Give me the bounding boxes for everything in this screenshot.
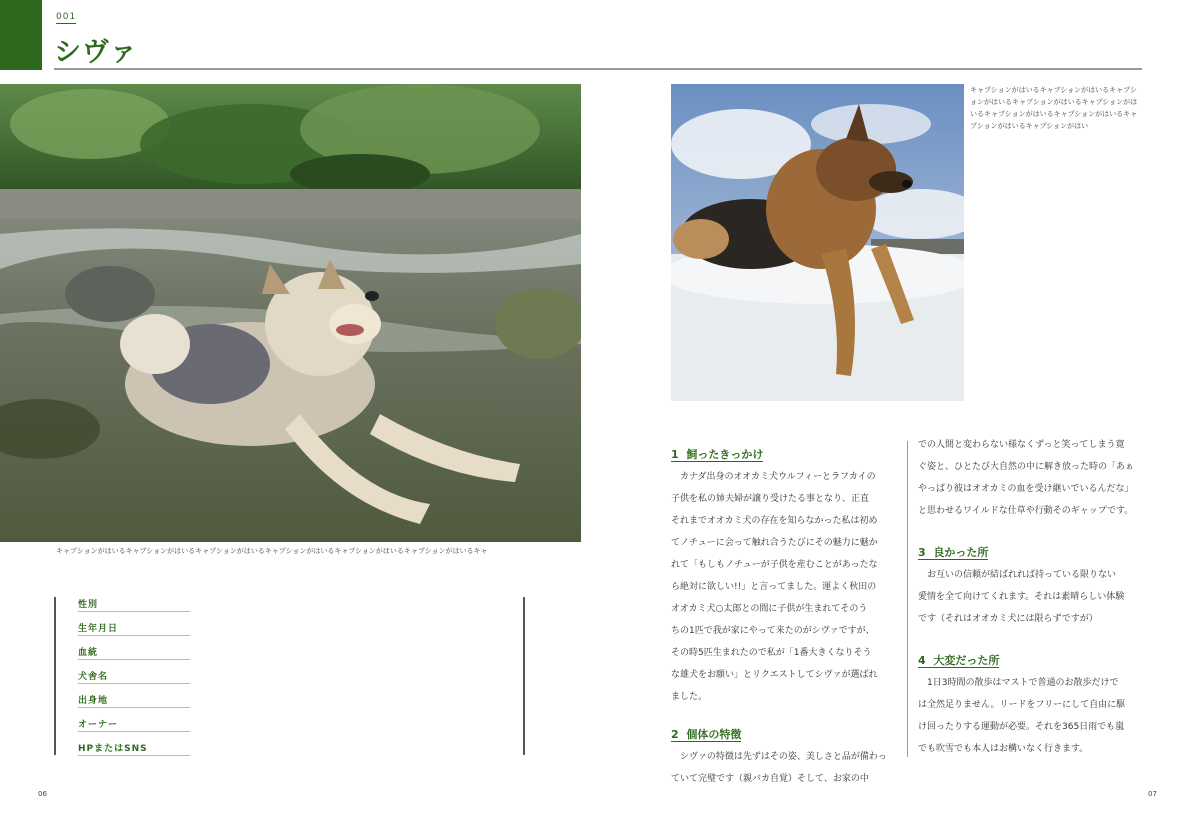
section-3-line: お互いの信頼が結ばれれば持っている限りない	[927, 570, 1117, 580]
profile-label-sex: 性別	[78, 597, 190, 612]
page-number-left: 06	[38, 790, 47, 798]
profile-label-kennel: 犬舎名	[78, 669, 190, 684]
page-number-right: 07	[1148, 790, 1157, 798]
section-1-line: てノチューに会って触れ合うたびにその魅力に魅か	[671, 538, 878, 548]
profile-label-birthdate: 生年月日	[78, 621, 190, 636]
section-1-line: ました。	[671, 692, 708, 702]
section-1-line: カナダ出身のオオカミ犬ウルフィーとラフカイの	[680, 472, 876, 482]
article-column-right	[918, 434, 1144, 760]
section-2-line: ていて完璧です（親バカ自覚）そして、お家の中	[671, 774, 869, 784]
section-heading-3: 3 良かった所	[918, 546, 989, 559]
section-4-line: でも吹雪でも本人はお構いなく行きます。	[918, 744, 1089, 754]
section-3-line: 愛情を全て向けてくれます。それは素晴らしい体験	[918, 592, 1125, 602]
section-1-line: 子供を私の姉夫婦が譲り受けたる事となり、正直	[671, 494, 870, 504]
profile-label-origin: 出身地	[78, 693, 190, 708]
section-2-continued-line: やっぱり彼はオオカミの血を受け継いでいるんだな」	[918, 484, 1134, 494]
column-divider	[907, 441, 908, 757]
river-photo-caption: キャプションがはいるキャプションがはいるキャプションがはいるキャプションがはいるキャプションがはいるキャプションがはいるキャ	[56, 547, 488, 555]
profile-right-rule	[523, 597, 525, 755]
profile-label-website: HPまたはSNS	[78, 741, 190, 756]
section-1-line: な雄犬をお願い」とリクエストしてシヴァが選ばれ	[671, 670, 878, 680]
section-1-line: その時5匹生まれたので私が「1番大きくなりそう	[671, 648, 872, 658]
profile-label-pedigree: 血統	[78, 645, 190, 660]
section-3-line: です（それはオオカミ犬には限らずですが）	[918, 614, 1098, 624]
profile-label-owner: オーナー	[78, 717, 190, 732]
entry-number: 001	[56, 12, 77, 22]
section-heading-2: 2 個体の特徴	[671, 728, 742, 741]
section-heading-4: 4 大変だった所	[918, 654, 1000, 667]
section-2-continued-line: ぐ姿と、ひとたび大自然の中に解き放った時の「あぁ	[918, 462, 1134, 472]
section-1-line: オオカミ犬○太郎との間に子供が生まれてそのう	[671, 604, 868, 614]
dog-snow-photo	[671, 84, 964, 401]
section-2-continued-line: と思わせるワイルドな仕草や行動そのギャップです。	[918, 506, 1134, 516]
section-2-line: シヴァの特徴は先ずはその姿、美しさと品が備わっ	[680, 752, 887, 762]
title-divider	[54, 68, 1142, 70]
section-4-line: 1日3時間の散歩はマストで普通のお散歩だけで	[927, 678, 1119, 688]
section-1-line: れて「もしもノチューが子供を産むことがあったな	[671, 560, 878, 570]
section-4-line: は全然足りません。リードをフリーにして自由に駆	[918, 700, 1126, 710]
section-color-tab	[0, 0, 42, 70]
snow-photo-caption: キャプションがはいるキャプションがはいるキャプションがはいるキャプションがはいるキャプションがはいるキャプションがはいるキャプションがはいるキャプションがはいるキャプションがはい	[970, 86, 1138, 130]
section-1-line: ら絶対に欲しい!!」と言ってました。運よく秋田の	[671, 582, 877, 592]
profile-left-rule	[54, 597, 56, 755]
section-1-line: ちの1匹で我が家にやって来たのがシヴァですが、	[671, 626, 875, 636]
article-column-left	[671, 444, 898, 790]
section-heading-1: 1 飼ったきっかけ	[671, 448, 764, 461]
section-4-line: け回ったりする運動が必要。それを365日雨でも嵐	[918, 722, 1125, 732]
page-title: シヴァ	[54, 37, 138, 68]
section-2-continued-line: での人間と変わらない様なくずっと笑ってしまう寛	[918, 440, 1125, 450]
section-1-line: それまでオオカミ犬の存在を知らなかった私は初め	[671, 516, 878, 526]
dog-river-photo	[0, 84, 581, 542]
